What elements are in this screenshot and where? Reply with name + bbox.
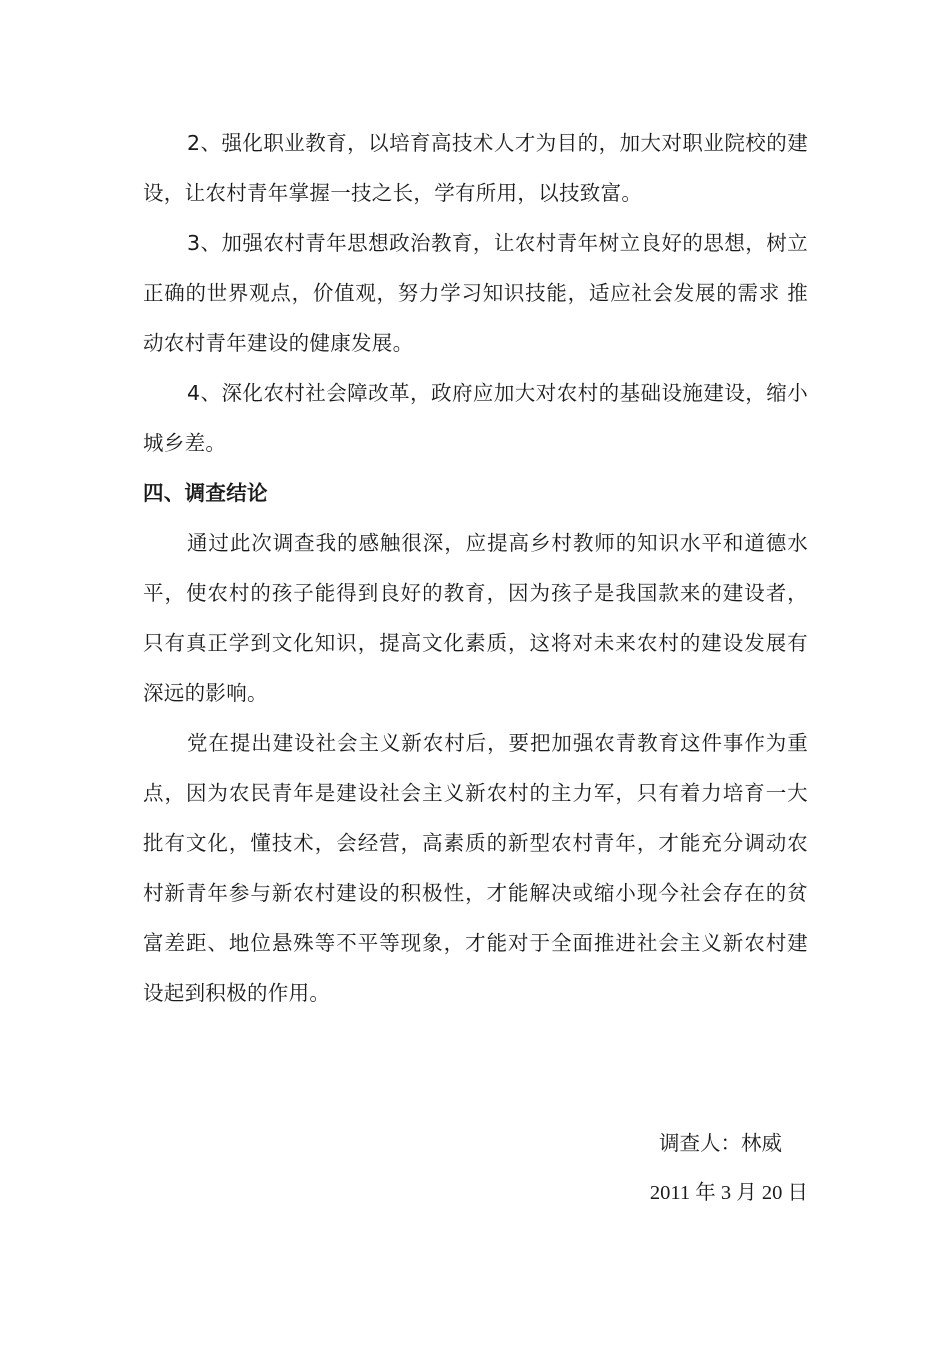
recommendation-2: 2、强化职业教育，以培育高技术人才为目的，加大对职业院校的建设，让农村青年掌握一技之长，学有所用，以技致富。 [143, 131, 808, 205]
signature-date: 2011 年 3 月 20 日 [649, 1182, 808, 1204]
signature-block [650, 1118, 808, 1218]
conclusion-paragraph-2: 党在提出建设社会主义新农村后，要把加强农青教育这件事作为重点，因为农民青年是建设社会主义新农村的主力军，只有着力培育一大批有文化，懂技术，会经营，高素质的新型农村青年，才能充分调动农村新青年参与新农村建设的积极性，才能解决或缩小现今社会存在的贫富差距、地位悬殊等不平等现象，才能对于全面推进社会主义新农村建设起到积极的作用。 [143, 731, 808, 1005]
conclusion-paragraph-1: 通过此次调查我的感触很深，应提高乡村教师的知识水平和道德水平，使农村的孩子能得到良好的教育，因为孩子是我国款来的建设者，只有真正学到文化知识，提高文化素质，这将对未来农村的建设发展有深远的影响。 [143, 531, 808, 705]
section-heading-conclusion: 四、调查结论 [143, 481, 268, 505]
recommendation-4: 4、深化农村社会障改革，政府应加大对农村的基础设施建设，缩小城乡差。 [143, 381, 808, 455]
recommendation-3: 3、加强农村青年思想政治教育，让农村青年树立良好的思想，树立正确的世界观点，价值观，努力学习知识技能，适应社会发展的需求 推动农村青年建设的健康发展。 [143, 231, 808, 355]
document-body [143, 118, 808, 1018]
investigator-name: 调查人：林威 [659, 1131, 782, 1155]
